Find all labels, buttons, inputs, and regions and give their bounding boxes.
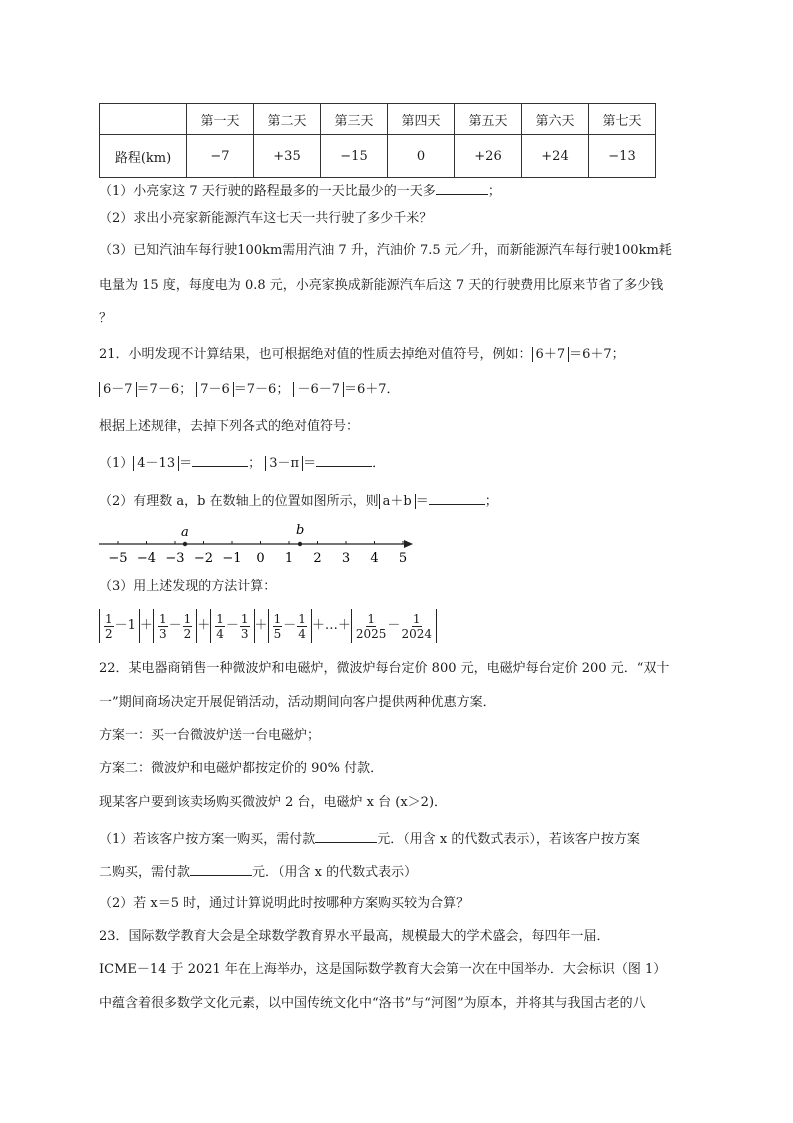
- fraction: $\frac{1}{2024}$: [401, 611, 432, 641]
- abs-term: $\frac{1}{2025}$ － $\frac{1}{2024}$: [351, 609, 437, 643]
- axis-tick-label: −3: [165, 551, 185, 566]
- abs-term: $\frac{1}{3}$ － $\frac{1}{2}$: [153, 609, 197, 643]
- abs-term: $\frac{1}{2}$ －1: [99, 609, 140, 643]
- table-cell: +35: [254, 135, 321, 178]
- q21-part1: （1） 4－13 ＝ ； 3－π ＝ ．: [99, 452, 385, 473]
- point-b-label: b: [296, 523, 305, 538]
- q23-line3: 中蕴含着很多数学文化元素，以中国传统文化中“洛书”与“河图”为原本，并将其与我国古老的八: [99, 996, 646, 1011]
- abs-expression: －6－7: [293, 382, 344, 397]
- fraction: $\frac{1}{2}$: [183, 611, 192, 641]
- table-row: [100, 135, 656, 178]
- table-row-label: 路程(km): [100, 135, 187, 178]
- q21-rule: 根据上述规律，去掉下列各式的绝对值符号：: [99, 419, 360, 434]
- q20-part3-line2: 电量为 15 度，每度电为 0.8 元，小亮家换成新能源汽车后这 7 天的行驶费用比原来节省了多少钱: [99, 278, 664, 293]
- table-cell: −15: [321, 135, 388, 178]
- q21-part2: （2）有理数 a，b 在数轴上的位置如图所示，则 a＋b ＝ ；: [99, 490, 498, 511]
- answer-blank[interactable]: [315, 828, 377, 843]
- axis-tick-label: 5: [398, 551, 408, 566]
- axis-arrow-icon: [404, 540, 413, 548]
- q20-part3-line3: ？: [99, 311, 113, 326]
- answer-blank[interactable]: [192, 452, 248, 467]
- fraction: $\frac{1}{4}$: [298, 611, 306, 641]
- abs-expression: 6＋7: [532, 347, 570, 362]
- point-a-label: a: [181, 525, 189, 540]
- q21-examples: 6－7 ＝7－6； 7－6 ＝7－6； －6－7 ＝6＋7．: [99, 381, 400, 399]
- table-cell: −13: [589, 135, 656, 178]
- axis-tick-label: −5: [108, 551, 128, 566]
- abs-term: $\frac{1}{5}$ － $\frac{1}{4}$: [268, 609, 312, 643]
- point-a: [183, 542, 187, 546]
- axis-tick-label: −4: [136, 551, 157, 566]
- q22-plan1: 方案一：买一台微波炉送一台电磁炉；: [99, 728, 321, 743]
- table-header-row: [100, 104, 656, 135]
- q22-line1: 22．某电器商销售一种微波炉和电磁炉，微波炉每台定价 800 元，电磁炉每台定价 200 元．“双十: [99, 661, 670, 676]
- axis-tick-label: 1: [284, 551, 294, 566]
- table-header-cell: 第七天: [589, 104, 656, 135]
- table-cell: +26: [455, 135, 522, 178]
- q21-intro: 21．小明发现不计算结果，也可根据绝对值的性质去掉绝对值符号，例如： 6＋7 ＝6＋7；: [99, 347, 625, 362]
- table-cell: −7: [187, 135, 254, 178]
- answer-blank[interactable]: [429, 490, 485, 505]
- axis-tick-label: −1: [222, 551, 242, 566]
- axis-tick-label: −2: [193, 551, 214, 566]
- table-header-cell: [100, 104, 187, 135]
- table-header-cell: 第一天: [187, 104, 254, 135]
- axis-tick-label: 3: [341, 551, 351, 566]
- q20-part1: （1）小亮家这 7 天行驶的路程最多的一天比最少的一天多 ；: [99, 180, 501, 201]
- q22-condition: 现某客户要到该卖场购买微波炉 2 台，电磁炉 x 台 (x＞2)．: [99, 795, 448, 810]
- q22-line2: 一”期间商场决定开展促销活动，活动期间向客户提供两种优惠方案．: [99, 695, 496, 710]
- table-header-cell: 第三天: [321, 104, 388, 135]
- abs-expression: 7－6: [196, 382, 234, 397]
- q21-calc-expression: $\frac{1}{2}$ －1 ＋ $\frac{1}{3}$ － $\frac{1}{2}$ ＋ $\frac{1}{4}$ － $\frac{1}{3}$ ＋ $\frac{1}{5}$ － $\frac{1}{4}$ ＋…＋ $\frac{1}{2025}$ － $\frac{1}{2024}$: [99, 609, 437, 643]
- fraction: $\frac{1}{5}$: [273, 611, 282, 641]
- abs-expression: a＋b: [379, 494, 416, 509]
- q22-plan2: 方案二：微波炉和电磁炉都按定价的 90% 付款．: [99, 761, 384, 776]
- fraction: $\frac{1}{2}$: [105, 611, 113, 641]
- axis-tick-label: 0: [256, 551, 265, 566]
- fraction: $\frac{1}{3}$: [240, 611, 249, 641]
- abs-expression: 6－7: [99, 382, 137, 397]
- axis-ticks: [108, 541, 407, 566]
- q20-part2: （2）求出小亮家新能源汽车这七天一共行驶了多少千米？: [99, 211, 433, 226]
- fraction: $\frac{1}{2025}$: [355, 611, 387, 641]
- table-header-cell: 第二天: [254, 104, 321, 135]
- table-cell: 0: [388, 135, 455, 178]
- q23-line1: 23．国际数学教育大会是全球数学教育界水平最高，规模最大的学术盛会，每四年一届．: [99, 929, 610, 944]
- table-cell: +24: [522, 135, 589, 178]
- q23-line2: ICME－14 于 2021 年在上海举办，这是国际数学教育大会第一次在中国举办．大会标识（图 1）: [99, 962, 667, 977]
- answer-blank[interactable]: [190, 861, 252, 876]
- abs-expression: 4－13: [133, 456, 179, 471]
- q22-part1-line2: 二购买，需付款 元．（用含 x 的代数式表示）: [99, 861, 417, 882]
- abs-expression: 3－π: [265, 456, 303, 471]
- fraction: $\frac{1}{4}$: [216, 611, 224, 641]
- distance-table: [99, 103, 656, 178]
- q21-part3: （3）用上述发现的方法计算：: [99, 579, 277, 594]
- q22-part2: （2）若 x＝5 时，通过计算说明此时按哪种方案购买较为合算？: [99, 896, 470, 911]
- answer-blank[interactable]: [316, 452, 372, 467]
- number-line: [95, 520, 425, 570]
- abs-term: $\frac{1}{4}$ － $\frac{1}{3}$: [210, 609, 254, 643]
- answer-blank[interactable]: [436, 180, 488, 195]
- table-header-cell: 第五天: [455, 104, 522, 135]
- table-header-cell: 第六天: [522, 104, 589, 135]
- axis-tick-label: 4: [370, 551, 379, 566]
- axis-tick-label: 2: [313, 551, 322, 566]
- table-header-cell: 第四天: [388, 104, 455, 135]
- q22-part1-line1: （1）若该客户按方案一购买，需付款 元．（用含 x 的代数式表示），若该客户按方案: [99, 828, 640, 849]
- fraction: $\frac{1}{3}$: [158, 611, 167, 641]
- q20-part3-line1: （3）已知汽油车每行驶100km需用汽油 7 升，汽油价 7.5 元／升，而新能源汽车每行驶100km耗: [99, 243, 672, 258]
- point-b: [298, 542, 302, 546]
